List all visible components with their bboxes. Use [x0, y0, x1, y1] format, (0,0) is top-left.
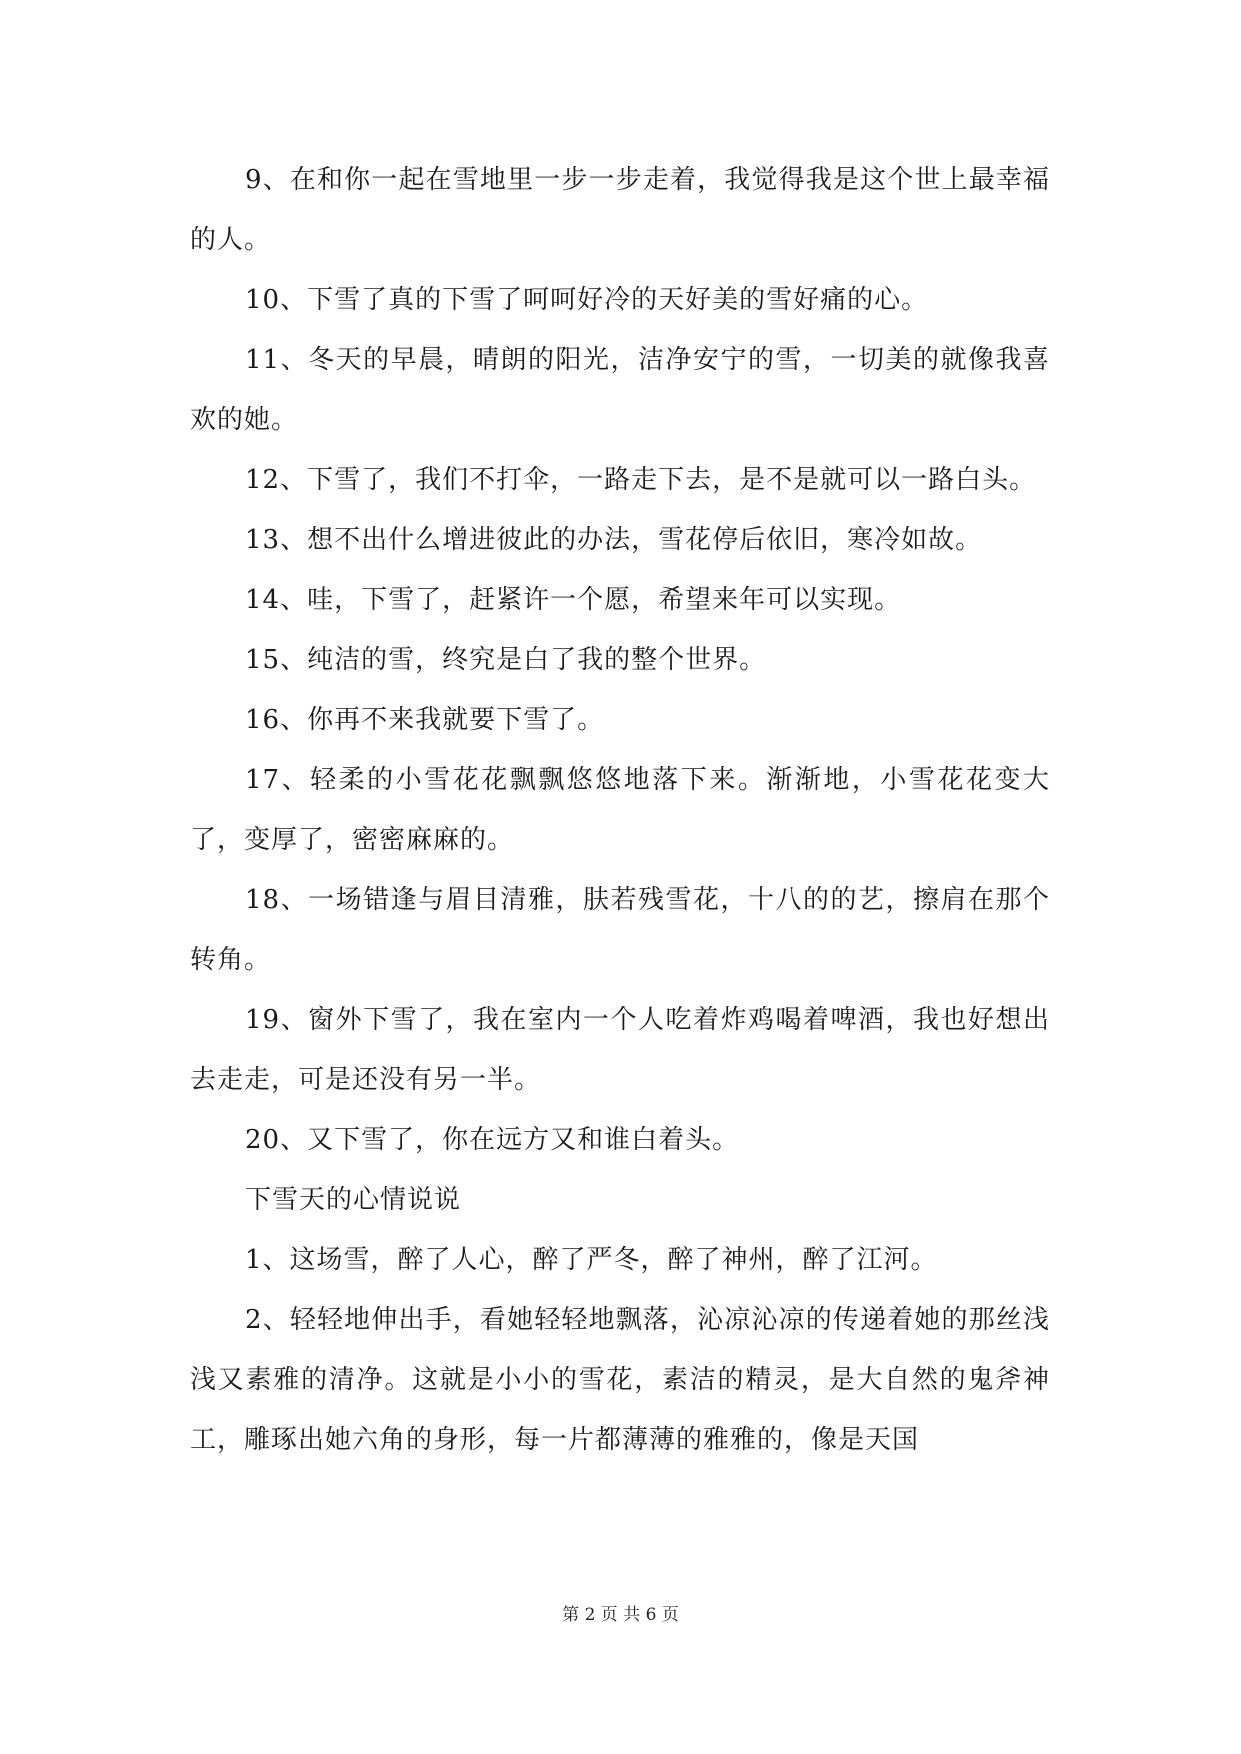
- page-footer: 第 2 页 共 6 页: [562, 1605, 679, 1625]
- paragraph-item-9: 9、在和你一起在雪地里一步一步走着，我觉得我是这个世上最幸福的人。: [190, 165, 1050, 255]
- paragraph-item-20: 20、又下雪了，你在远方又和谁白着头。: [245, 1125, 740, 1155]
- paragraph-item-12: 12、下雪了，我们不打伞，一路走下去，是不是就可以一路白头。: [245, 465, 1037, 495]
- document-body: [190, 150, 1050, 1470]
- section-heading: 下雪天的心情说说: [245, 1185, 462, 1215]
- paragraph-item-16: 16、你再不来我就要下雪了。: [245, 705, 605, 735]
- paragraph-item-14: 14、哇，下雪了，赶紧许一个愿，希望来年可以实现。: [245, 585, 902, 615]
- paragraph-item-17: 17、轻柔的小雪花花飘飘悠悠地落下来。渐渐地，小雪花花变大了，变厚了，密密麻麻的。: [190, 765, 1050, 855]
- paragraph-item-2: 2、轻轻地伸出手，看她轻轻地飘落，沁凉沁凉的传递着她的那丝浅浅又素雅的清净。这就是小小的雪花，素洁的精灵，是大自然的鬼斧神工，雕琢出她六角的身形，每一片都薄薄的雅雅的，像是天国: [190, 1305, 1050, 1455]
- paragraph-item-1: 1、这场雪，醉了人心，醉了严冬，醉了神州，醉了江河。: [245, 1245, 938, 1275]
- paragraph-item-19: 19、窗外下雪了，我在室内一个人吃着炸鸡喝着啤酒，我也好想出去走走，可是还没有另一半。: [190, 1005, 1050, 1095]
- paragraph-item-13: 13、想不出什么增进彼此的办法，雪花停后依旧，寒冷如故。: [245, 525, 983, 555]
- paragraph-item-15: 15、纯洁的雪，终究是白了我的整个世界。: [245, 645, 767, 675]
- paragraph-item-18: 18、一场错逢与眉目清雅，肤若残雪花，十八的的艺，擦肩在那个转角。: [190, 885, 1050, 975]
- paragraph-item-11: 11、冬天的早晨，晴朗的阳光，洁净安宁的雪，一切美的就像我喜欢的她。: [190, 345, 1050, 435]
- paragraph-item-10: 10、下雪了真的下雪了呵呵好冷的天好美的雪好痛的心。: [245, 285, 929, 315]
